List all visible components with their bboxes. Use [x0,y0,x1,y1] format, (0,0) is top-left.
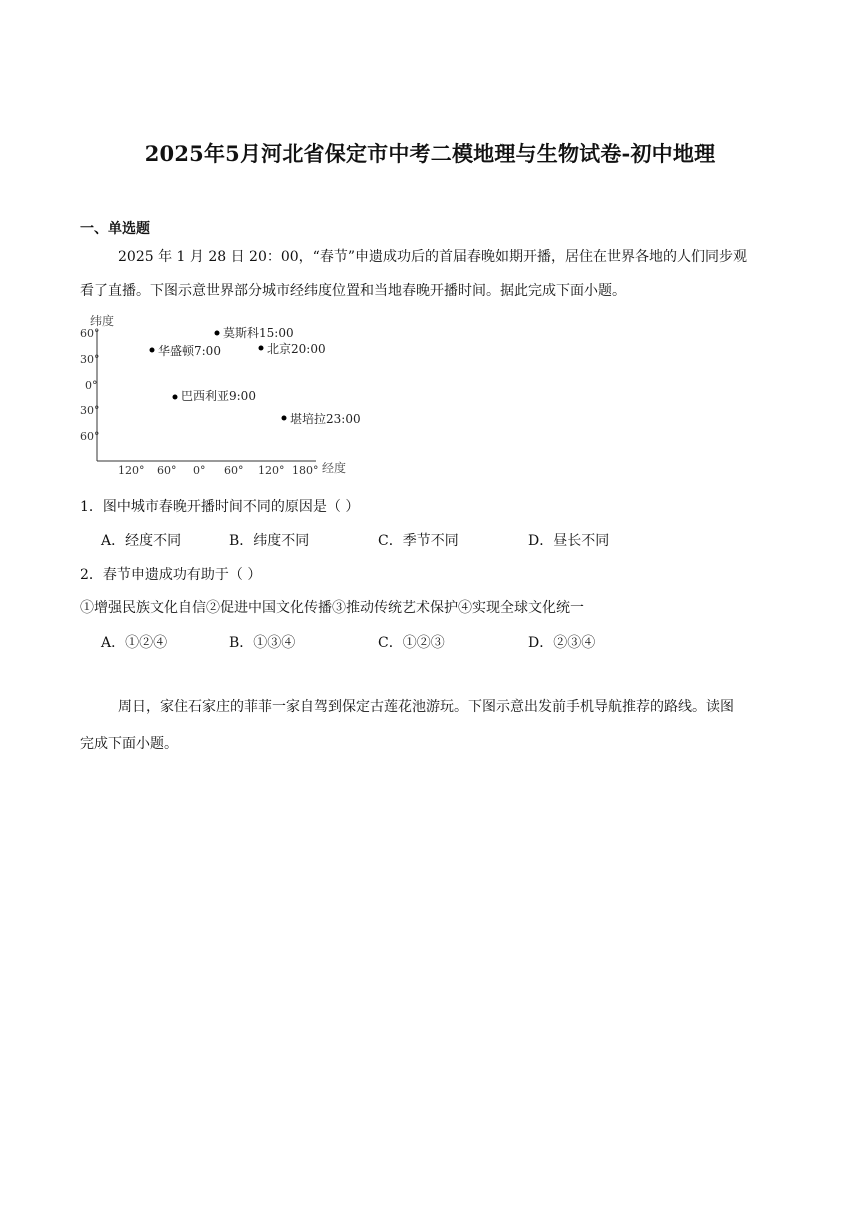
question-2-stem: 2．春节申遗成功有助于（ ） [80,567,262,583]
city-moscow [215,325,294,340]
page-title: 2025年5月河北省保定市中考二模地理与生物试卷-初中地理 [144,141,716,166]
x-tick-label: 60° [224,464,244,477]
y-tick-label: 30° [80,353,100,366]
city-point-marker [215,331,220,336]
x-axis-label: 经度 [322,461,347,475]
question-2-option-b[interactable]: B．①③④ [229,635,296,651]
city-label: 巴西利亚9:00 [181,389,256,403]
question-1-option-d[interactable]: D．昼长不同 [528,533,610,549]
city-brasilia [173,388,256,403]
passage-2-line1: 周日，家住石家庄的菲菲一家自驾到保定古莲花池游玩。下图示意出发前手机导航推荐的路线。读图 [118,699,734,715]
city-point-marker [173,395,178,400]
x-tick-label: 120° [118,464,145,477]
city-point-marker [259,346,264,351]
city-washington [150,343,221,358]
city-label: 北京20:00 [267,342,326,356]
y-tick-label: 60° [80,327,100,340]
latitude-longitude-figure [80,310,400,480]
question-1-option-b[interactable]: B．纬度不同 [229,533,310,549]
x-tick-label: 60° [157,464,177,477]
x-tick-label: 0° [193,464,206,477]
city-canberra [282,411,361,426]
passage-2-line2: 完成下面小题。 [80,736,178,752]
city-label: 华盛顿7:00 [158,344,221,358]
city-point-marker [282,416,287,421]
question-2-option-a[interactable]: A．①②④ [101,635,168,651]
question-2-statements: ①增强民族文化自信②促进中国文化传播③推动传统艺术保护④实现全球文化统一 [80,600,584,616]
y-tick-label: 60° [80,430,100,443]
question-1-option-a[interactable]: A．经度不同 [101,533,182,549]
y-axis-label: 纬度 [90,314,115,328]
y-tick-label: 30° [80,404,100,417]
section-heading: 一、单选题 [80,221,150,237]
intro-paragraph-line1: 2025 年 1 月 28 日 20：00，“春节”申遗成功后的首届春晚如期开播，居住在世界各地的人们同步观 [118,249,747,265]
y-tick-label: 0° [85,379,98,392]
question-2-option-c[interactable]: C．①②③ [378,635,445,651]
question-1-option-c[interactable]: C．季节不同 [378,533,459,549]
city-beijing [259,341,326,356]
city-label: 莫斯科15:00 [223,326,294,340]
question-1-stem: 1．图中城市春晚开播时间不同的原因是（ ） [80,499,360,515]
intro-paragraph-line2: 看了直播。下图示意世界部分城市经纬度位置和当地春晚开播时间。据此完成下面小题。 [80,283,626,299]
city-label: 堪培拉23:00 [290,412,361,426]
x-tick-label: 180° [292,464,319,477]
city-point-marker [150,348,155,353]
question-2-option-d[interactable]: D．②③④ [528,635,596,651]
x-tick-label: 120° [258,464,285,477]
